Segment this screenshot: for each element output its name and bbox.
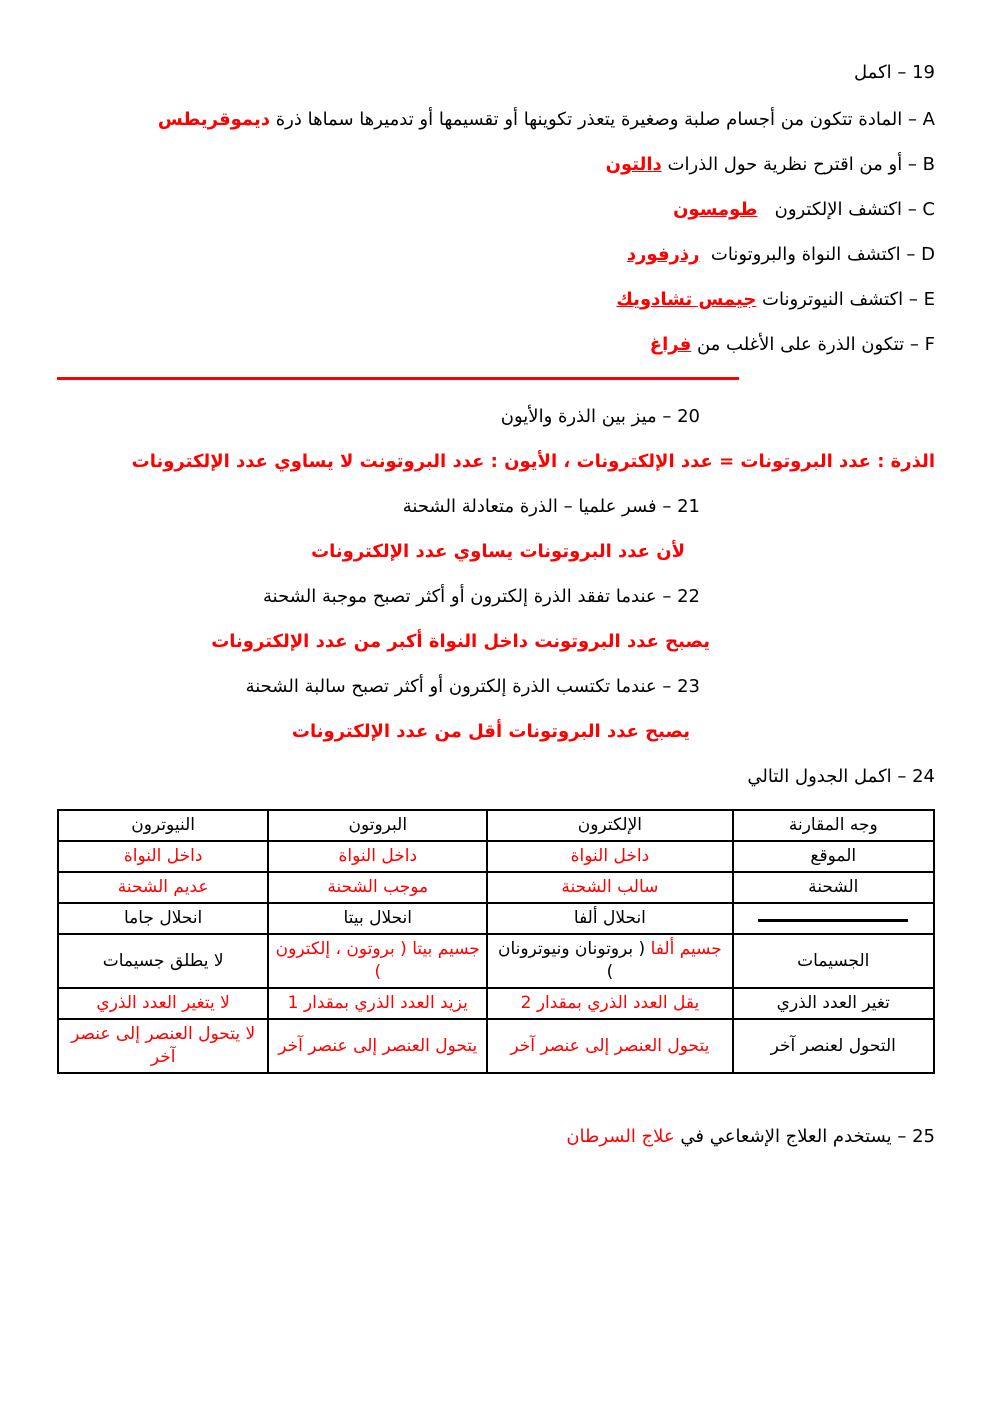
q19-item-a (57, 107, 935, 132)
row-particles-electron (487, 934, 732, 988)
row-particles-electron-answer: جسيم ألفا (650, 939, 722, 959)
header-comparison: وجه المقارنة (733, 810, 934, 841)
q19-item-c-text: C – اكتشف الإلكترون (774, 199, 935, 220)
header-proton: البروتون (268, 810, 487, 841)
q21-question: 21 – فسر علميا – الذرة متعادلة الشحنة (402, 496, 700, 517)
table-row-atomic-number (58, 988, 934, 1019)
q19-item-e-text: E – اكتشف النيوترونات (762, 289, 935, 310)
q19-item-f (57, 332, 935, 357)
q25-answer: علاج السرطان (566, 1126, 675, 1147)
header-neutron: النيوترون (58, 810, 268, 841)
row-charge-label: الشحنة (733, 872, 934, 903)
q23-question: 23 – عندما تكتسب الذرة إلكترون أو أكثر تصبح سالبة الشحنة (245, 676, 700, 697)
q19-item-e-answer: جيمس تشادويك (616, 289, 757, 310)
table-row-charge (58, 872, 934, 903)
q21-answer: لأن عدد البروتونات يساوي عدد الإلكترونات (311, 541, 685, 562)
row-atomic-number-label: تغير العدد الذري (733, 988, 934, 1019)
row-charge-electron: سالب الشحنة (487, 872, 732, 903)
q20-question: 20 – ميز بين الذرة والأيون (500, 406, 700, 427)
answer-blank-line (758, 909, 908, 922)
row-particles-electron-rest: ( بروتونان ونيوترونان ) (497, 939, 646, 982)
row-particles-proton: جسيم بيتا ( بروتون ، إلكترون ) (268, 934, 487, 988)
comparison-table (57, 809, 935, 1074)
row-particles-neutron: لا يطلق جسيمات (58, 934, 268, 988)
row-transmutation-neutron: لا يتحول العنصر إلى عنصر آخر (58, 1019, 268, 1073)
q19-item-e (57, 287, 935, 312)
q25-text: 25 – يستخدم العلاج الإشعاعي في (680, 1126, 935, 1147)
header-electron: الإلكترون (487, 810, 732, 841)
row-decay-label (733, 903, 934, 934)
table-row-transmutation (58, 1019, 934, 1073)
row-transmutation-label: التحول لعنصر آخر (733, 1019, 934, 1073)
q22-question: 22 – عندما تفقد الذرة إلكترون أو أكثر تصبح موجبة الشحنة (263, 586, 700, 607)
row-location-neutron: داخل النواة (58, 841, 268, 872)
row-charge-proton: موجب الشحنة (268, 872, 487, 903)
q19-item-c-answer: طومسون (673, 199, 758, 220)
q19-item-a-answer: ديموقريطس (157, 109, 270, 130)
row-location-proton: داخل النواة (268, 841, 487, 872)
row-transmutation-electron: يتحول العنصر إلى عنصر آخر (487, 1019, 732, 1073)
table-row-particles (58, 934, 934, 988)
q19-item-b-text: B – أو من اقترح نظرية حول الذرات (667, 154, 935, 175)
row-decay-electron: انحلال ألفا (487, 903, 732, 934)
row-decay-neutron: انحلال جاما (58, 903, 268, 934)
q22-answer: يصبح عدد البروتونت داخل النواة أكبر من عدد الإلكترونات (211, 631, 710, 652)
row-transmutation-proton: يتحول العنصر إلى عنصر آخر (268, 1019, 487, 1073)
q19-item-d-text: D – اكتشف النواة والبروتونات (710, 244, 935, 265)
q19-item-f-answer: فراغ (649, 334, 692, 355)
q23-answer: يصبح عدد البروتونات أقل من عدد الإلكترونات (291, 721, 690, 742)
q19-item-d (57, 242, 935, 267)
q19-item-a-text: A – المادة تتكون من أجسام صلبة وصغيرة يتعذر تكوينها أو تقسيمها أو تدميرها سماها ذرة (275, 109, 935, 130)
table-row-decay (58, 903, 934, 934)
row-atomic-number-neutron: لا يتغير العدد الذري (58, 988, 268, 1019)
row-charge-neutron: عديم الشحنة (58, 872, 268, 903)
q19-item-f-text: F – تتكون الذرة على الأغلب من (696, 334, 935, 355)
q20-answer: الذرة : عدد البروتونات = عدد الإلكترونات ، الأيون : عدد البروتونت لا يساوي عدد الإلكترونات (131, 451, 935, 472)
q19-item-b (57, 152, 935, 177)
row-location-electron: داخل النواة (487, 841, 732, 872)
q19-item-d-answer: رذرفورد (626, 244, 700, 265)
q24-question: 24 – اكمل الجدول التالي (747, 766, 935, 787)
q19-item-b-answer: دالتون (605, 154, 662, 175)
row-location-label: الموقع (733, 841, 934, 872)
q25-line (57, 1124, 935, 1149)
section-separator-line (57, 377, 739, 380)
row-atomic-number-electron: يقل العدد الذري بمقدار 2 (487, 988, 732, 1019)
q19-item-c (57, 197, 935, 222)
row-atomic-number-proton: يزيد العدد الذري بمقدار 1 (268, 988, 487, 1019)
q19-title: 19 – اكمل (854, 62, 935, 83)
table-row-location (58, 841, 934, 872)
table-header-row (58, 810, 934, 841)
row-decay-proton: انحلال بيتا (268, 903, 487, 934)
row-particles-label: الجسيمات (733, 934, 934, 988)
